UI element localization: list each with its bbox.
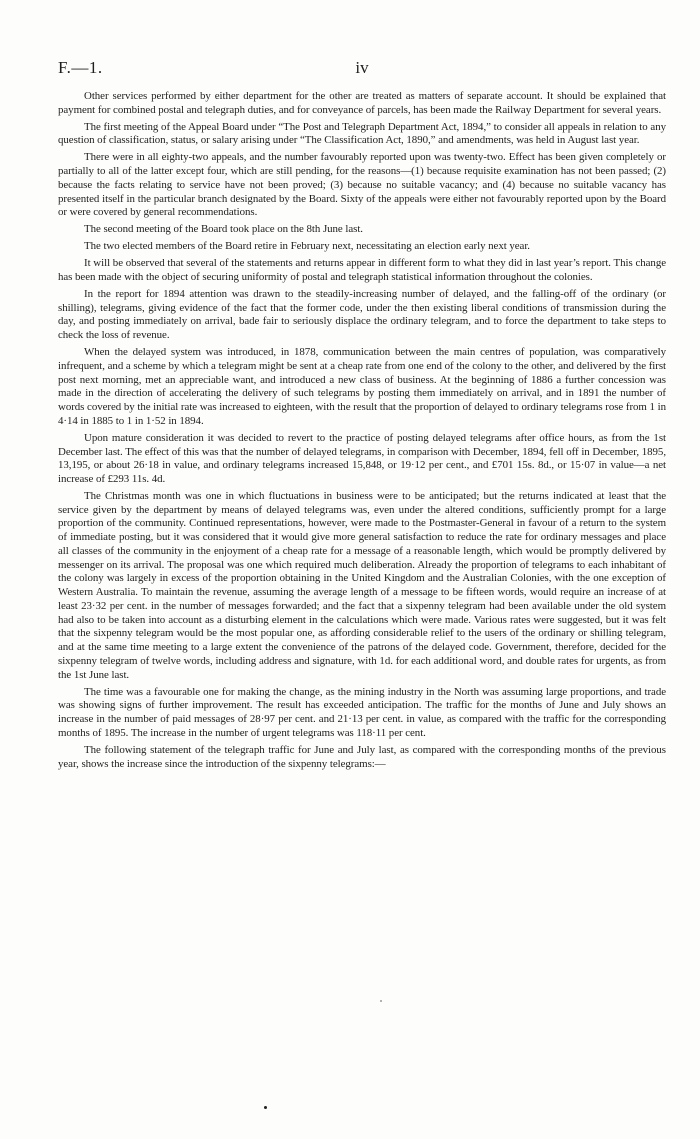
scan-speck (380, 1000, 382, 1002)
paragraph-1894-report: In the report for 1894 attention was drawn to the steadily-increasing number of delayed, and the falling-off of the ordinary (or shilling), telegrams, giving evidence of the fact that the former code, under the then existing liberal conditions of transmission during the day, and posting immediately on arrival, bade fair to seriously displace the ordinary telegram, and to force the department to take steps to check the loss of revenue. (58, 287, 666, 342)
paragraph-following-statement: The following statement of the telegraph traffic for June and July last, as compared with the corresponding months of the previous year, shows the increase since the introduction of the sixpenny telegrams:— (58, 743, 666, 770)
paragraph-appeal-board-meeting: The first meeting of the Appeal Board under “The Post and Telegraph Department Act, 1894,” to consider all appeals in relation to any question of classification, status, or salary arising under “The Classification Act, 1890,” and amendments, was held in August last year. (58, 120, 666, 147)
paragraph-revert-posting: Upon mature consideration it was decided to revert to the practice of posting delayed telegrams after office hours, as from the 1st December last. The effect of this was that the number of delayed telegrams, in comparison with December, 1894, fell off in December, 1895, 13,195, or about 26·18 in value, and ordinary telegrams increased 15,848, or 19·12 per cent., and £701 15s. 8d., or 15·07 in value—a net increase of £293 11s. 4d. (58, 431, 666, 485)
document-reference: F.—1. (58, 58, 103, 77)
scan-speck (264, 1106, 267, 1109)
paragraph-second-meeting: The second meeting of the Board took place on the 8th June last. (84, 223, 363, 236)
paragraph-favourable-time: The time was a favourable one for making the change, as the mining industry in the North was assuming large proportions, and trade was showing signs of further improvement. The result has exceeded anticipation. The traffic for the months of June and July shows an increase in the number of paid messages of 28·97 per cent. and 21·13 per cent. in value, as compared with the traffic for the corresponding months of 1895. The increase in the number of urgent telegrams was 118·11 per cent. (58, 685, 666, 739)
paragraph-separate-account: Other services performed by either department for the other are treated as matters of separate account. It should be explained that payment for combined postal and telegraph duties, and for conveyance of parcels, has been made the Railway Department for several years. (58, 90, 666, 116)
paragraph-appeals-summary: There were in all eighty-two appeals, and the number favourably reported upon was twenty-two. Effect has been given completely or partially to all of the latter except four, which are still pending, for the reasons—(1) because requisite examination has not been passed; (2) because the facts relating to service have not been proved; (3) because no suitable vacancy; and (4) because no suitable vacancy has presented itself in the particular branch designated by the Board. Sixty of the appeals were either not favourably reported upon by the Board or were covered by general recommendations. (58, 151, 666, 219)
page-number: iv (355, 58, 369, 77)
paragraph-christmas-month: The Christmas month was one in which fluctuations in business were to be anticipated; but the returns indicated at least that the service given by the department by means of delayed telegrams was, even under the altered conditions, sufficiently prompt for a large proportion of the community. Continued representations, however, were made to the Postmaster-General in favour of a return to the system of immediate posting, but it was considered that it would give more general satisfaction to reduce the rate for ordinary messages and place all classes of the community in the enjoyment of a cheap rate for a message of a reasonable length, which would be promptly delivered by messenger on its arrival. The proposal was one which required much deliberation. Already the proportion of telegrams to each inhabitant of the colony was largely in excess of the proportion obtaining in the United Kingdom and the Australian Colonies, with the one exception of Western Australia. To maintain the revenue, assuming the average length of a message to be fifteen words, would require an increase of at least 23·32 per cent. in the number of messages forwarded; and the fact that a sixpenny telegram had been available under the old system had also to be taken into account as a disturbing element in the calculations which were made. Various rates were suggested, but it was felt that the sixpenny telegram would be the most popular one, as affording considerable relief to the users of the ordinary or shilling telegram, and at the same time meeting to a large extent the convenience of the patrons of the delayed code. Government, therefore, decided for the sixpenny telegram of twelve words, including address and signature, with 1d. for each additional word, and double rates for urgents, as from the 1st June last. (58, 489, 666, 681)
paragraph-statistics-uniformity: It will be observed that several of the statements and returns appear in different form to what they did in last year’s report. This change has been made with the object of securing uniformity of postal and telegraph statistical information throughout the colonies. (58, 257, 666, 283)
paragraph-delayed-system-history: When the delayed system was introduced, in 1878, communication between the main centres of population, was comparatively infrequent, and a scheme by which a telegram might be sent at a cheap rate from one end of the colony to the other, and delivered by the first post next morning, met an appreciable want, and introduced a new class of business. At the beginning of 1886 a further concession was made in the direction of accelerating the delivery of such telegrams by posting them immediately on arrival, and in 1891 the number of words covered by the initial rate was increased to eighteen, with the result that the proportion of delayed to ordinary telegrams rose from 1 in 4·14 in 1885 to 1 in 1·52 in 1894. (58, 346, 666, 427)
body-text (58, 90, 666, 775)
paragraph-board-election: The two elected members of the Board retire in February next, necessitating an election early next year. (84, 240, 530, 253)
